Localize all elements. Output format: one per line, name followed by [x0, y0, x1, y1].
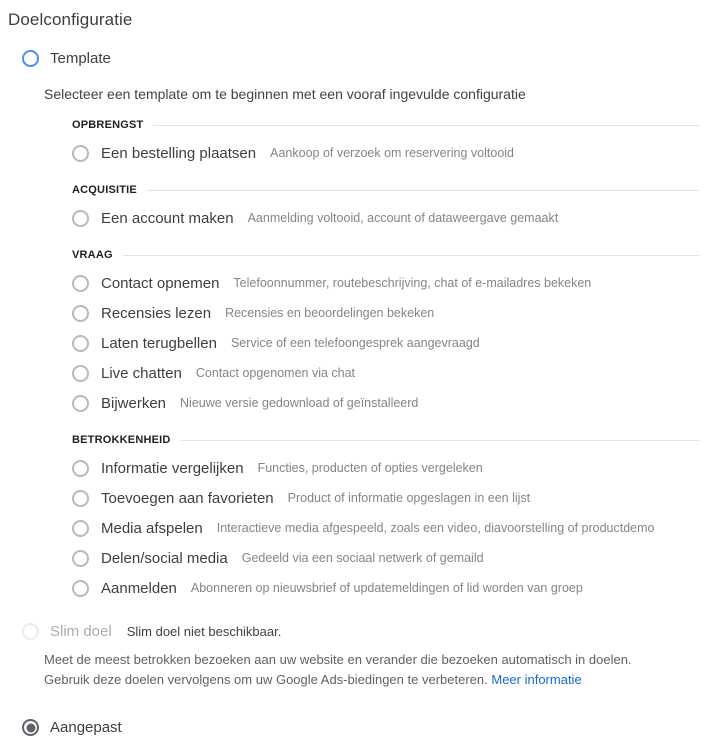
smart-goal-description — [44, 650, 674, 690]
custom-radio-row[interactable] — [22, 719, 704, 736]
group-heading-label: BETROKKENHEID — [72, 434, 171, 446]
option-label: Informatie vergelijken — [101, 459, 244, 477]
more-info-link[interactable]: Meer informatie — [491, 672, 582, 687]
smart-goal-status: Slim doel niet beschikbaar. — [126, 624, 282, 639]
option-label: Laten terugbellen — [101, 334, 217, 352]
option-description: Service of een telefoongesprek aangevraagd — [230, 336, 480, 350]
template-radio-label: Template — [50, 50, 111, 67]
group-heading-row — [72, 184, 700, 197]
custom-radio-label: Aangepast — [50, 719, 122, 736]
template-option-row[interactable] — [72, 459, 700, 477]
template-option-row[interactable] — [72, 334, 700, 352]
template-group — [72, 119, 700, 162]
template-group — [72, 249, 700, 412]
option-radio-icon[interactable] — [72, 460, 89, 477]
template-option-row[interactable] — [72, 489, 700, 507]
template-option-row[interactable] — [72, 394, 700, 412]
option-description: Aankoop of verzoek om reservering voltooid — [270, 146, 515, 160]
page-title: Doelconfiguratie — [8, 10, 133, 29]
template-radio-icon[interactable] — [22, 50, 39, 67]
option-radio-icon[interactable] — [72, 335, 89, 352]
option-description: Contact opgenomen via chat — [195, 366, 356, 380]
group-heading-label: VRAAG — [72, 249, 113, 261]
group-divider — [147, 190, 700, 191]
group-divider — [153, 125, 700, 126]
option-description: Interactieve media afgespeeld, zoals een video, diavoorstelling of productdemo — [216, 521, 655, 535]
option-description: Product of informatie opgeslagen in een lijst — [287, 491, 531, 505]
template-radio-row[interactable] — [22, 50, 704, 67]
template-options-list — [72, 119, 700, 597]
option-radio-icon[interactable] — [72, 520, 89, 537]
option-description: Nieuwe versie gedownload of geïnstalleerd — [180, 396, 419, 410]
group-heading-label: OPBRENGST — [72, 119, 144, 131]
option-description: Gedeeld via een sociaal netwerk of gemaild — [241, 551, 484, 565]
option-label: Bijwerken — [101, 394, 167, 412]
option-description: Abonneren op nieuwsbrief of updatemeldingen of lid worden van groep — [190, 581, 583, 595]
option-label: Live chatten — [101, 364, 182, 382]
template-option-row[interactable] — [72, 209, 700, 227]
option-radio-icon[interactable] — [72, 275, 89, 292]
option-radio-icon[interactable] — [72, 550, 89, 567]
option-label: Media afspelen — [101, 519, 203, 537]
option-label: Recensies lezen — [101, 304, 212, 322]
option-radio-icon[interactable] — [72, 305, 89, 322]
template-option-row[interactable] — [72, 519, 700, 537]
option-radio-icon[interactable] — [72, 580, 89, 597]
smart-goal-description-text: Meet de meest betrokken bezoeken aan uw website en verander die bezoeken automatisch in doelen. Gebruik deze doelen vervolgens om uw Google Ads-biedingen te verbeteren. — [44, 652, 632, 687]
option-description: Functies, producten of opties vergeleken — [257, 461, 483, 475]
option-radio-icon[interactable] — [72, 210, 89, 227]
template-option-row[interactable] — [72, 144, 700, 162]
option-label: Delen/social media — [101, 549, 228, 567]
option-radio-icon[interactable] — [72, 395, 89, 412]
option-description: Telefoonnummer, routebeschrijving, chat of e-mailadres bekeken — [233, 276, 592, 290]
group-heading-row — [72, 434, 700, 447]
template-option-row[interactable] — [72, 579, 700, 597]
smart-goal-radio-icon-disabled — [22, 623, 39, 640]
smart-goal-radio-row — [22, 623, 704, 640]
group-heading-row — [72, 119, 700, 132]
template-option-row[interactable] — [72, 549, 700, 567]
option-radio-icon[interactable] — [72, 145, 89, 162]
template-option-row[interactable] — [72, 274, 700, 292]
group-heading-row — [72, 249, 700, 262]
option-label: Contact opnemen — [101, 274, 220, 292]
option-label: Een bestelling plaatsen — [101, 144, 257, 162]
template-subtitle: Selecteer een template om te beginnen met een vooraf ingevulde configuratie — [44, 86, 526, 102]
option-description: Aanmelding voltooid, account of dataweergave gemaakt — [247, 211, 559, 225]
template-option-row[interactable] — [72, 304, 700, 322]
group-heading-label: ACQUISITIE — [72, 184, 137, 196]
smart-goal-radio-label: Slim doel — [50, 623, 112, 640]
template-group — [72, 434, 700, 597]
option-radio-icon[interactable] — [72, 490, 89, 507]
template-option-row[interactable] — [72, 364, 700, 382]
option-description: Recensies en beoordelingen bekeken — [225, 306, 435, 320]
group-divider — [181, 440, 700, 441]
group-divider — [123, 255, 700, 256]
option-label: Een account maken — [101, 209, 234, 227]
custom-radio-icon-selected[interactable] — [22, 719, 39, 736]
option-label: Aanmelden — [101, 579, 177, 597]
option-label: Toevoegen aan favorieten — [101, 489, 274, 507]
option-radio-icon[interactable] — [72, 365, 89, 382]
template-group — [72, 184, 700, 227]
